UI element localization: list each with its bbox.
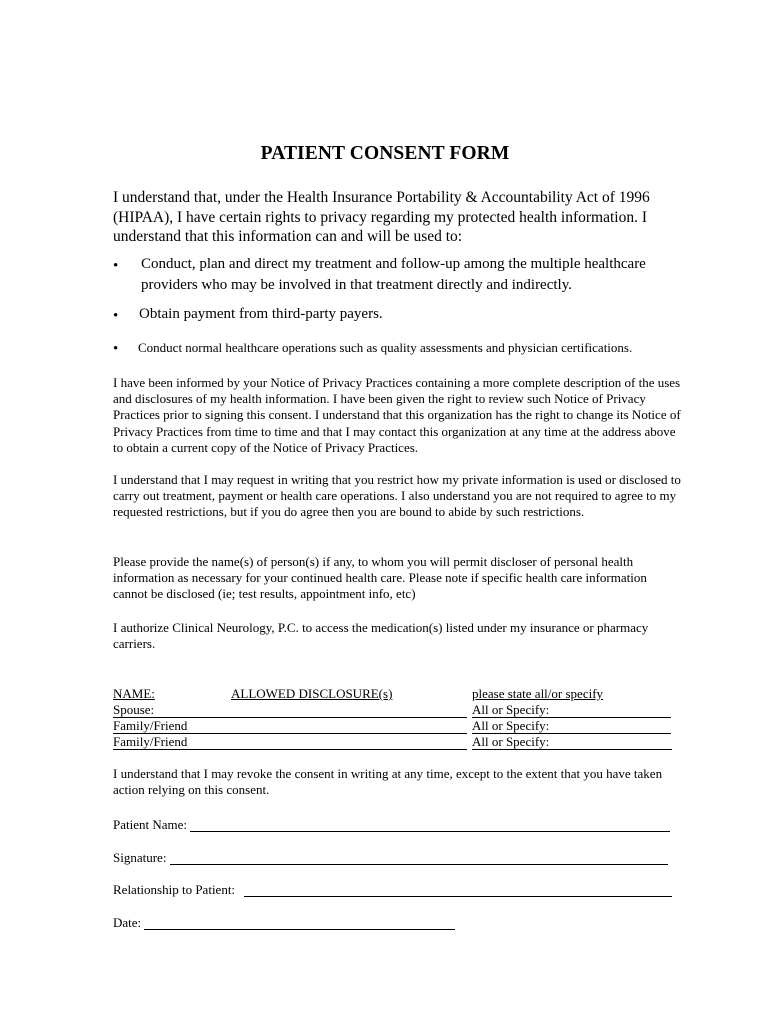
signature-label: Signature:	[113, 850, 167, 865]
relationship-field[interactable]	[244, 896, 672, 897]
form-title: PATIENT CONSENT FORM	[260, 143, 510, 164]
intro-paragraph: I understand that, under the Health Insurance Portability & Accountability Act of 1996 (HIPAA), I have certain rights to privacy regarding my protected health information. I understand that this information can and will be used to:	[113, 189, 650, 245]
name-disclosure-line[interactable]	[113, 749, 467, 750]
bullet-payment: Obtain payment from third-party payers.	[139, 306, 383, 322]
date-label: Date:	[113, 915, 142, 930]
date-field[interactable]	[144, 929, 455, 930]
row-specify-label: All or Specify:	[472, 718, 550, 733]
restriction-paragraph: I understand that I may request in writing that you restrict how my private information is used or disclosed to carry out treatment, payment or health care operations. I also understand you are not required to agree to my requested restrictions, but if you do agree then you are bound to abide by such restrictions.	[113, 472, 681, 520]
row-name-label: Family/Friend	[113, 718, 188, 733]
row-name-label: Spouse:	[113, 702, 155, 717]
bullet-icon: •	[113, 308, 119, 324]
header-allowed-disclosure: ALLOWED DISCLOSURE(s)	[231, 686, 393, 701]
bullet-icon: •	[113, 341, 119, 357]
header-name: NAME:	[113, 686, 155, 701]
patient-name-field[interactable]	[190, 831, 670, 832]
bullet-icon: •	[113, 258, 119, 274]
patient-name-label: Patient Name:	[113, 817, 188, 832]
bullet-treatment: Conduct, plan and direct my treatment and follow-up among the multiple healthcare providers who may be involved in that treatment directly and indirectly.	[141, 256, 646, 293]
header-specify: please state all/or specify	[472, 686, 604, 701]
row-specify-label: All or Specify:	[472, 702, 550, 717]
revocation-paragraph: I understand that I may revoke the consent in writing at any time, except to the extent that you have taken action relying on this consent.	[113, 766, 663, 798]
specify-line[interactable]	[472, 749, 672, 750]
signature-field[interactable]	[170, 864, 668, 865]
disclosure-instructions-paragraph: Please provide the name(s) of person(s) if any, to whom you will permit discloser of personal health information as necessary for your continued health care. Please note if specific health care information cannot be disclosed (ie; test results, appointment info, etc)	[113, 554, 647, 602]
medication-authorization-paragraph: I authorize Clinical Neurology, P.C. to access the medication(s) listed under my insurance or pharmacy carriers.	[113, 620, 649, 652]
bullet-operations: Conduct normal healthcare operations such as quality assessments and physician certifications.	[138, 340, 633, 355]
row-specify-label: All or Specify:	[472, 734, 550, 749]
row-name-label: Family/Friend	[113, 734, 188, 749]
relationship-label: Relationship to Patient:	[113, 882, 236, 897]
privacy-notice-paragraph: I have been informed by your Notice of Privacy Practices containing a more complete description of the uses and disclosures of my health information. I have been given the right to review such Notice of Privacy Practices prior to signing this consent. I understand that this organization has the right to change its Notice of Privacy Practices from time to time and that I may contact this organization at any time at the address above to obtain a current copy of the Notice of Privacy Practices.	[113, 375, 681, 455]
